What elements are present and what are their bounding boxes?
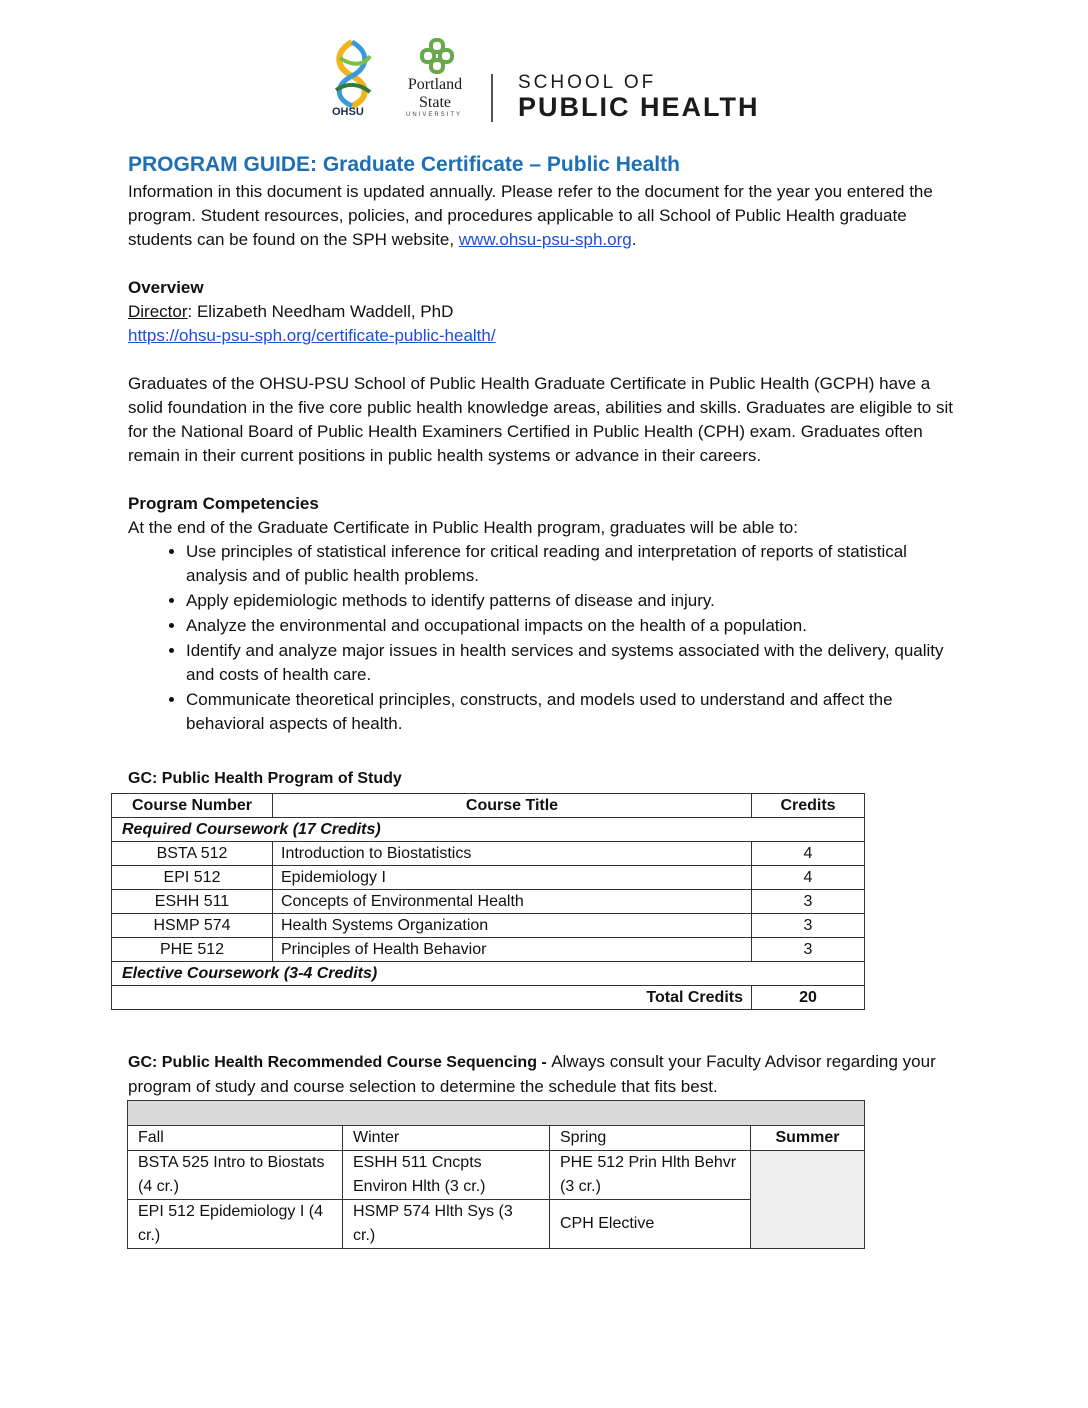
table-row: BSTA 525 Intro to Biostats (4 cr.) ESHH 511 Cncpts Environ Hlth (3 cr.) PHE 512 Prin Hlth Behvr (3 cr.) <box>128 1151 865 1200</box>
table-row <box>112 962 865 986</box>
column-header: Credits <box>752 794 865 818</box>
table-row: HSMP 574 Health Systems Organization 3 <box>112 914 865 938</box>
table-row <box>112 818 865 842</box>
list-item: • Analyze the environmental and occupational impacts on the health of a population. <box>186 614 968 638</box>
shaded-header-band <box>128 1101 865 1126</box>
table-header-row <box>128 1126 865 1151</box>
ohsu-logo <box>326 38 378 122</box>
total-row <box>112 986 865 1010</box>
sph-website-link[interactable]: www.ohsu-psu-sph.org <box>458 230 632 249</box>
list-item: • Identify and analyze major issues in health services and systems associated with the delivery, quality and costs of health care. <box>186 639 968 687</box>
column-header: Winter <box>343 1126 550 1151</box>
program-url-link[interactable]: https://ohsu-psu-sph.org/certificate-public-health/ <box>128 326 496 345</box>
column-header: Course Title <box>273 794 752 818</box>
competencies-list <box>128 540 968 736</box>
table-row: EPI 512 Epidemiology I (4 cr.) HSMP 574 Hlth Sys (3 cr.) CPH Elective <box>128 1200 865 1249</box>
psu-knot-icon <box>420 38 454 74</box>
director-line: Director: Elizabeth Needham Waddell, PhD <box>128 302 454 321</box>
total-credits-value: 20 <box>752 986 865 1010</box>
program-of-study-title: GC: Public Health Program of Study <box>128 770 402 787</box>
psu-university-label: UNIVERSITY <box>406 112 463 118</box>
course-sequencing-table <box>127 1100 865 1249</box>
psu-logo <box>398 38 478 122</box>
table-header-row <box>112 794 865 818</box>
column-header: Summer <box>751 1126 865 1151</box>
intro-paragraph: Information in this document is updated annually. Please refer to the document for the year you entered the program. Student resources, policies, and procedures applicable to all School of Public Health graduate students can be found on the SPH website, www.ohsu-psu-sph.org. <box>128 182 933 249</box>
competencies-heading: Program Competencies <box>128 494 319 513</box>
table-row: BSTA 512 Introduction to Biostatistics 4 <box>112 842 865 866</box>
school-of-public-health-logo: SCHOOL OF PUBLIC HEALTH <box>518 72 760 122</box>
elective-coursework-label: Elective Coursework (3-4 Credits) <box>112 962 865 986</box>
ohsu-swirl-icon <box>326 38 378 108</box>
table-row: PHE 512 Principles of Health Behavior 3 <box>112 938 865 962</box>
main-content <box>128 150 968 737</box>
overview-paragraph: Graduates of the OHSU-PSU School of Public Health Graduate Certificate in Public Health (GCPH) have a solid foundation in the five core public health knowledge areas, abilities and skills. Graduates are eligible to sit for the National Board of Public Health Examiners Certified in Public Health (CPH) exam. Graduates often remain in their current positions in public health systems or advance in their careers. <box>128 374 953 465</box>
psu-name: Portland State <box>407 76 463 111</box>
table-row <box>128 1101 865 1126</box>
list-item: • Use principles of statistical inference for critical reading and interpretation of reports of statistical analysis and of public health problems. <box>186 540 968 588</box>
ohsu-label: OHSU <box>332 106 364 118</box>
page-title: PROGRAM GUIDE: Graduate Certificate – Public Health <box>128 153 680 176</box>
table-row: EPI 512 Epidemiology I 4 <box>112 866 865 890</box>
column-header: Spring <box>550 1126 751 1151</box>
total-credits-label: Total Credits <box>112 986 752 1010</box>
column-header: Fall <box>128 1126 343 1151</box>
column-header: Course Number <box>112 794 273 818</box>
header-logos <box>326 38 766 122</box>
summer-cell <box>751 1151 865 1249</box>
overview-heading: Overview <box>128 278 204 297</box>
required-coursework-label: Required Coursework (17 Credits) <box>112 818 865 842</box>
list-item: • Apply epidemiologic methods to identify patterns of disease and injury. <box>186 589 968 613</box>
program-of-study-table <box>111 793 865 1010</box>
table-row: ESHH 511 Concepts of Environmental Health 3 <box>112 890 865 914</box>
list-item: • Communicate theoretical principles, constructs, and models used to understand and affect the behavioral aspects of health. <box>186 688 968 736</box>
logo-divider <box>491 74 493 122</box>
course-sequencing-title: GC: Public Health Recommended Course Sequencing - Always consult your Faculty Advisor regarding your program of study and course selection to determine the schedule that fits best. <box>128 1052 936 1096</box>
competencies-lead: At the end of the Graduate Certificate in Public Health program, graduates will be able to: <box>128 518 798 537</box>
